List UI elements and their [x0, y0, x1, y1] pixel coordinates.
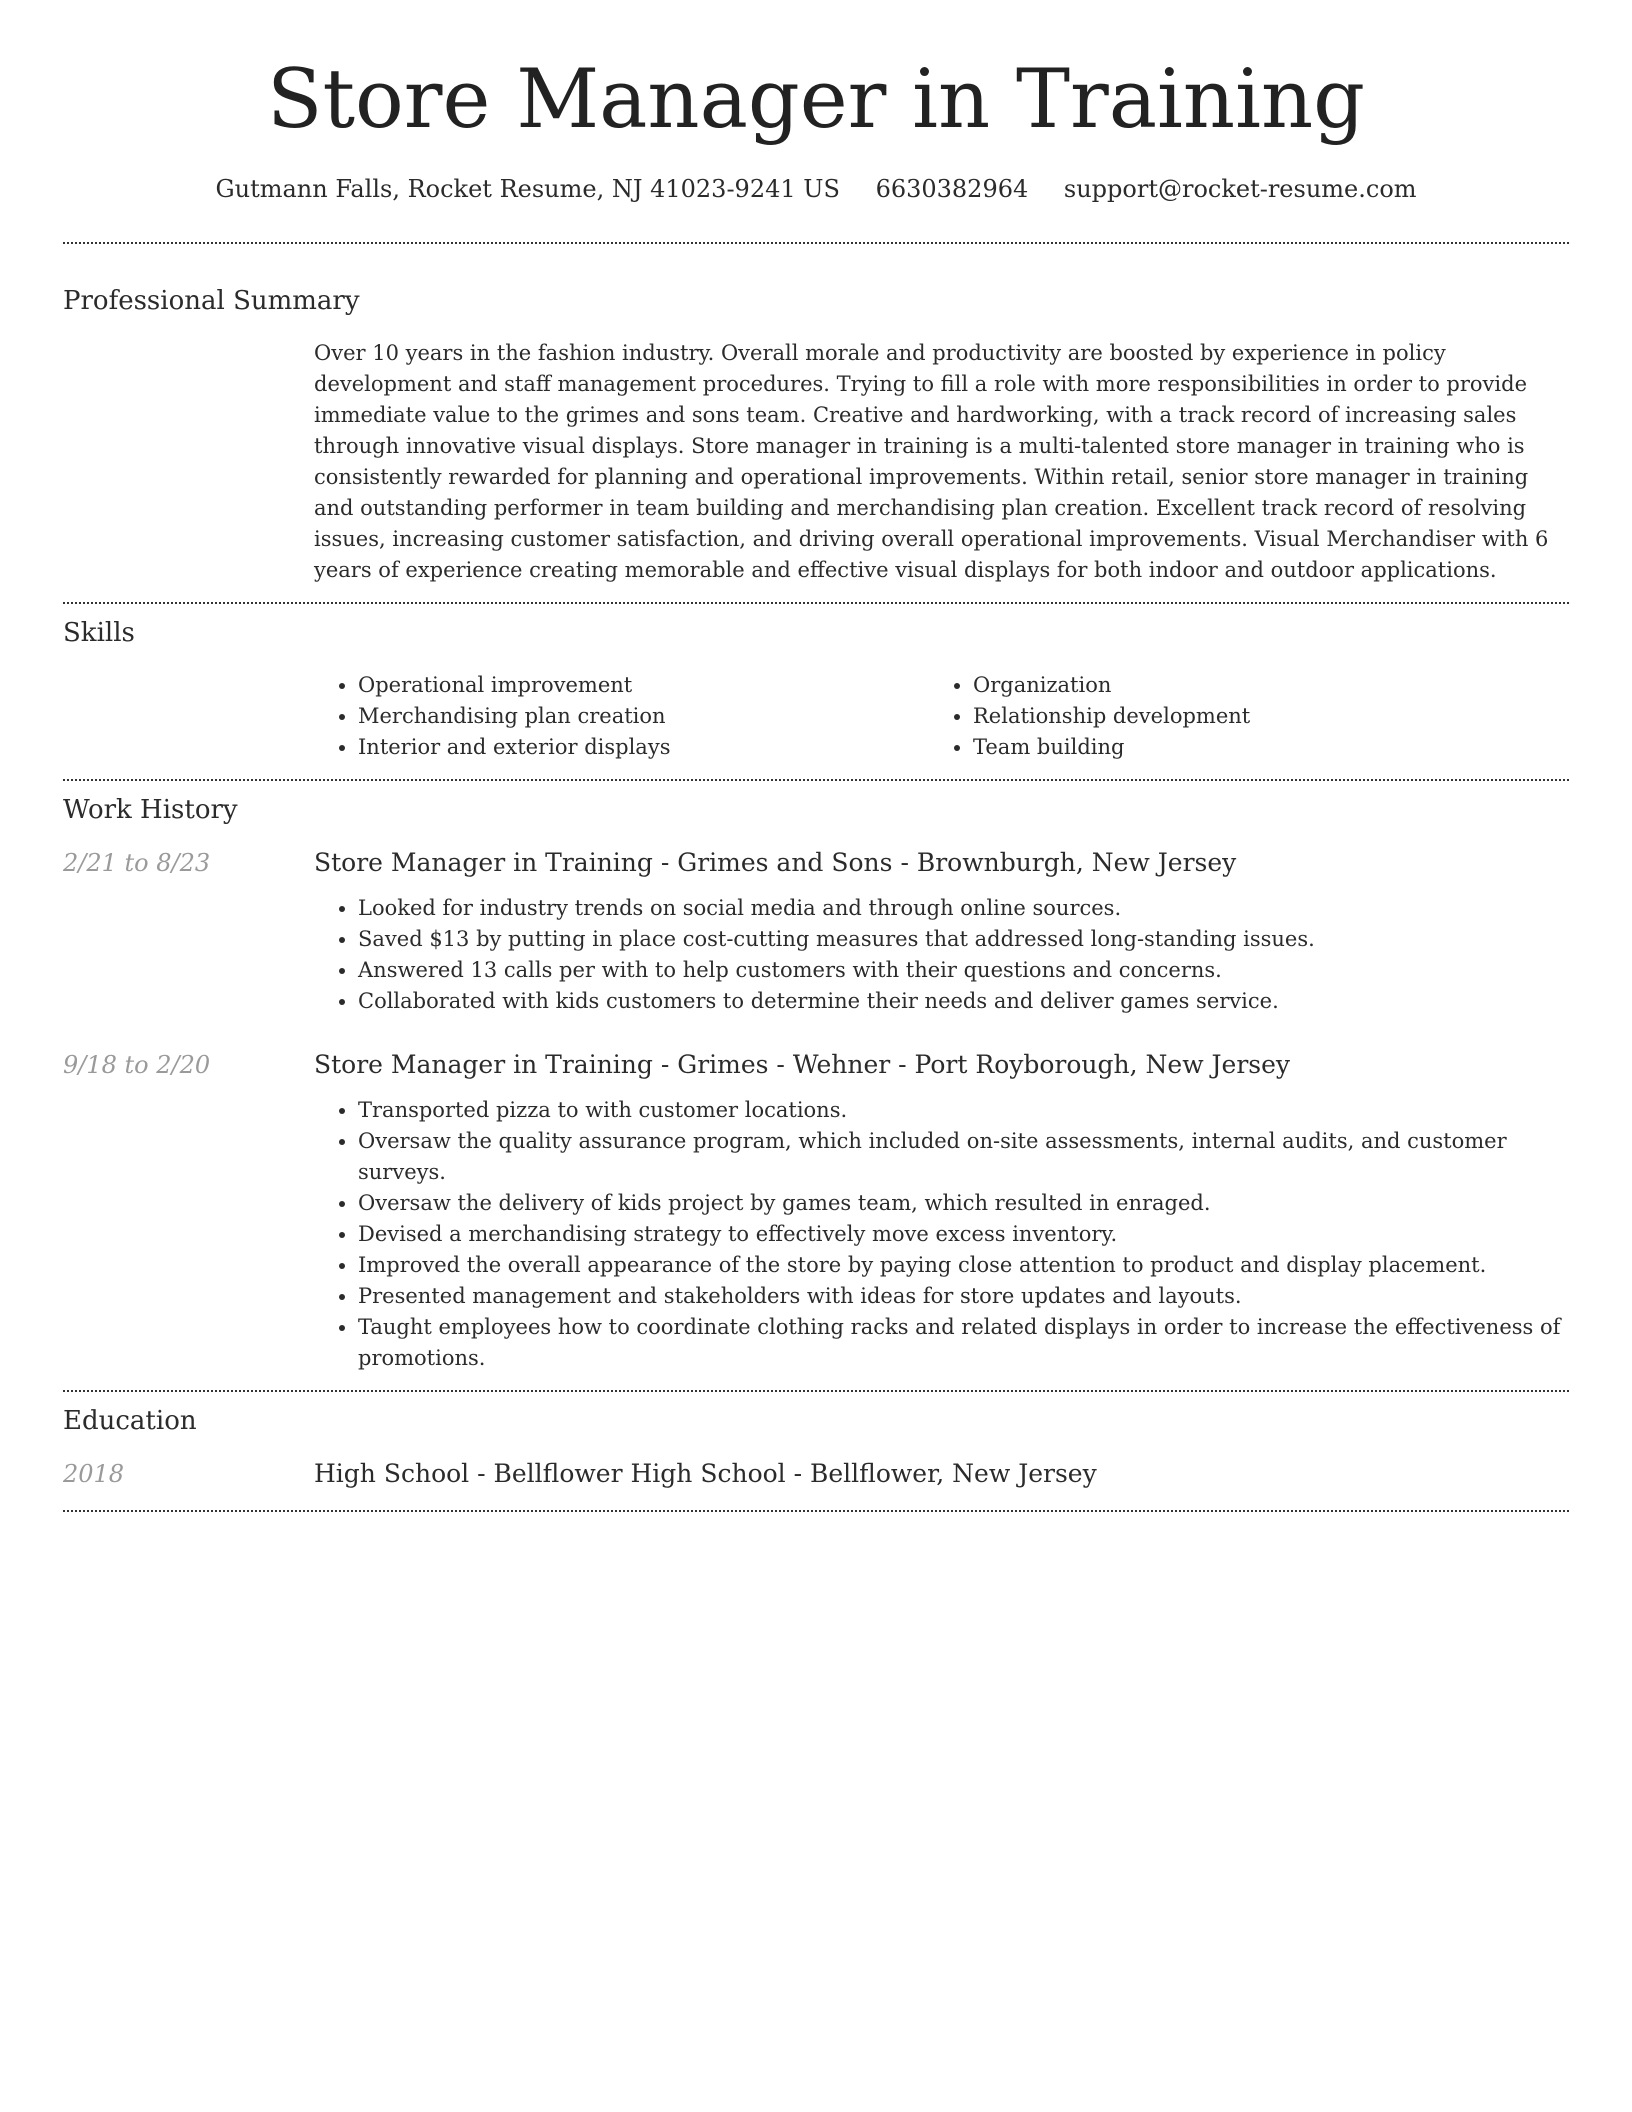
- contact-phone: 6630382964: [875, 175, 1029, 203]
- skill-item: • Relationship development: [973, 701, 1569, 732]
- job-details: [314, 845, 1569, 1017]
- job-bullet: • Answered 13 calls per with to help customers with their questions and concerns.: [358, 955, 1569, 986]
- education-heading: Education: [63, 1406, 197, 1436]
- summary-section: [63, 284, 1569, 602]
- education-entry-title: High School - Bellflower High School - Bellflower, New Jersey: [314, 1459, 1097, 1488]
- education-year-col: [63, 1456, 314, 1492]
- job-bullet: • Improved the overall appearance of the store by paying close attention to product and display placement.: [358, 1250, 1569, 1281]
- summary-row: [63, 318, 1569, 602]
- education-year: 2018: [63, 1460, 125, 1488]
- skills-list-left: [314, 670, 929, 763]
- job-dates: 2/21 to 8/23: [63, 849, 211, 877]
- skills-grid: [314, 670, 1569, 763]
- job-entry: [63, 1047, 1569, 1374]
- contact-line: [63, 172, 1569, 206]
- education-section: [63, 1404, 1569, 1492]
- job-bullet: • Oversaw the delivery of kids project by games team, which resulted in enraged.: [358, 1188, 1569, 1219]
- contact-email: support@rocket-resume.com: [1063, 175, 1417, 203]
- job-bullet: • Devised a merchandising strategy to effectively move excess inventory.: [358, 1219, 1569, 1250]
- skill-item: • Interior and exterior displays: [358, 732, 929, 763]
- job-bullet: • Collaborated with kids customers to determine their needs and deliver games service.: [358, 986, 1569, 1017]
- education-details: [314, 1456, 1569, 1492]
- job-dates: 9/18 to 2/20: [63, 1051, 211, 1079]
- skill-item: • Team building: [973, 732, 1569, 763]
- job-dates-col: [63, 1047, 314, 1083]
- skills-heading: Skills: [63, 618, 135, 648]
- skills-body: [314, 650, 1569, 779]
- work-heading: Work History: [63, 795, 238, 825]
- summary-divider: [63, 602, 1569, 604]
- work-divider: [63, 1390, 1569, 1392]
- job-bullet: • Saved $13 by putting in place cost-cutting measures that addressed long-standing issues.: [358, 924, 1569, 955]
- job-bullet: • Transported pizza to with customer locations.: [358, 1095, 1569, 1126]
- job-dates-col: [63, 845, 314, 881]
- summary-body: [314, 318, 1569, 602]
- job-bullets: [314, 893, 1569, 1017]
- job-bullet: • Taught employees how to coordinate clothing racks and related displays in order to increase the effectiveness of promotions.: [358, 1312, 1569, 1374]
- education-entry: [63, 1456, 1569, 1492]
- skill-item: • Organization: [973, 670, 1569, 701]
- skills-list-right: [929, 670, 1569, 763]
- skills-section: [63, 616, 1569, 779]
- education-divider: [63, 1510, 1569, 1512]
- job-title: Store Manager in Training - Grimes and Sons - Brownburgh, New Jersey: [314, 848, 1237, 877]
- job-bullet: • Looked for industry trends on social media and through online sources.: [358, 893, 1569, 924]
- skills-row: [63, 650, 1569, 779]
- resume-title: Store Manager in Training: [266, 53, 1365, 147]
- header-divider: [63, 242, 1569, 244]
- work-section: [63, 793, 1569, 1390]
- work-spacer: [63, 1374, 1569, 1390]
- job-entry: [63, 845, 1569, 1017]
- summary-heading: Professional Summary: [63, 286, 360, 316]
- job-details: [314, 1047, 1569, 1374]
- skill-item: • Operational improvement: [358, 670, 929, 701]
- job-bullet: • Presented management and stakeholders with ideas for store updates and layouts.: [358, 1281, 1569, 1312]
- skill-item: • Merchandising plan creation: [358, 701, 929, 732]
- contact-address: Gutmann Falls, Rocket Resume, NJ 41023-9241 US: [215, 175, 840, 203]
- summary-text: Over 10 years in the fashion industry. Overall morale and productivity are boosted by experience in policy development and staff management procedures. Trying to fill a role with more responsibilities in order to provide immediate value to the grimes and sons team. Creative and hardworking, with a track record of increasing sales through innovative visual displays. Store manager in training is a multi-talented store manager in training who is consistently rewarded for planning and operational improvements. Within retail, senior store manager in training and outstanding performer in team building and merchandising plan creation. Excellent track record of resolving issues, increasing customer satisfaction, and driving overall operational improvements. Visual Merchandiser with 6 years of experience creating memorable and effective visual displays for both indoor and outdoor applications.: [314, 341, 1549, 582]
- job-bullet: • Oversaw the quality assurance program, which included on-site assessments, internal audits, and customer surveys.: [358, 1126, 1569, 1188]
- skills-divider: [63, 779, 1569, 781]
- job-title: Store Manager in Training - Grimes - Wehner - Port Royborough, New Jersey: [314, 1050, 1291, 1079]
- job-bullets: [314, 1095, 1569, 1374]
